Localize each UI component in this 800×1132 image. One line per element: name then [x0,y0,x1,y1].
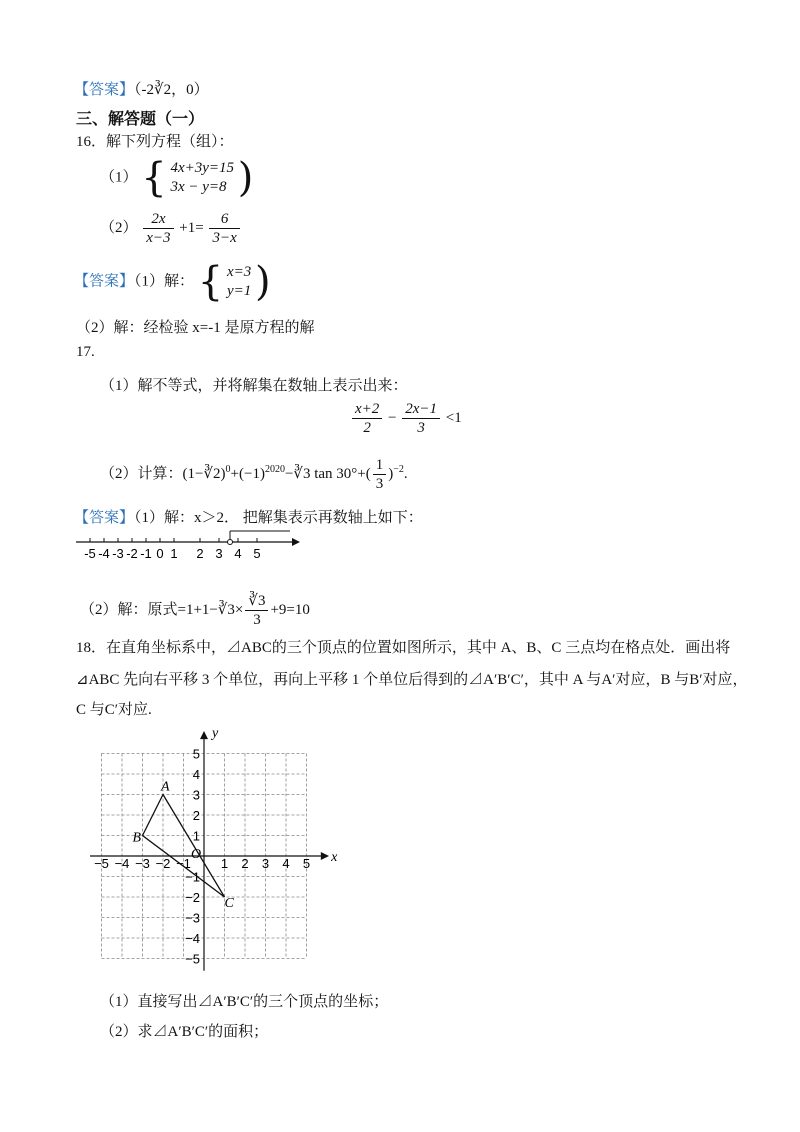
number-line [74,528,314,564]
answer-tag: 【答案】 [74,82,135,98]
frac-numerator: 1 [373,456,387,475]
answer-tag: 【答案】 [74,273,135,290]
q18-sub2: （2）求⊿A′B′C′的面积； [100,1024,269,1040]
vertex-label-a: A [161,779,170,795]
frac-numerator: x+2 [352,400,382,419]
q17-answer1 [74,506,423,527]
x-tick-label: −4 [114,856,130,871]
q17-part2 [100,456,408,493]
section-heading: 三、解答题（一） [76,111,205,128]
x-tick-label: −5 [94,856,109,871]
q16-p2-mid: +1= [179,219,204,236]
frac-denominator: 3 [253,612,261,628]
exp-0: 0 [225,463,231,475]
q16-part2 [100,210,242,247]
y-tick-label: 2 [192,808,200,823]
minus-sign: − [388,409,397,426]
frac-numerator: ∛3 [245,592,268,611]
numberline-label: 4 [234,546,242,561]
q17-p2-label: （2）计算： [100,465,183,482]
q17-part1-text: （1）解不等式，并将解集在数轴上表示出来： [100,378,408,394]
frac-denominator: 3 [417,420,425,436]
left-brace: { [197,259,224,305]
expr-d: ) [388,465,394,482]
numberline-label: 0 [156,546,164,561]
inequality-rhs: <1 [445,409,462,426]
vertex-label-c: C [224,896,234,911]
numberline-label: 5 [253,546,261,561]
numberline-label: -3 [112,546,124,561]
expr-a: (1−∛2) [182,465,226,482]
expr-end: . [403,465,408,482]
x-tick-label: −2 [155,856,171,871]
ans-eq2: y=1 [226,283,252,299]
y-tick-label: −3 [185,910,200,926]
exp-2020: 2020 [264,463,285,475]
ineq-frac-right [402,400,440,437]
y-tick-label: −5 [185,951,200,967]
ans-eq1: x=3 [226,264,252,280]
q16-p2-label: （2） [100,219,138,236]
q17-inequality [350,400,462,437]
x-tick-label: 3 [261,856,270,871]
numberline-label: 2 [196,546,204,561]
x-axis-label: x [331,850,338,865]
q17-title: 17. [76,344,95,360]
q18-line2: ⊿ABC 先向右平移 3 个单位，再向上平移 1 个单位后得到的⊿A′B′C′，其中 A 与A′对应，B 与B′对应， [76,672,748,688]
numberline-label: -4 [98,546,110,561]
y-tick-label: 5 [192,746,200,762]
q16-answer2: （2）解：经检验 x=-1 是原方程的解 [76,320,315,336]
y-tick-label: 3 [192,787,200,803]
top-answer-value: （-2∛2，0） [134,82,209,98]
exp-neg2: −2 [393,463,404,475]
q17-ans2-end: +9=10 [270,601,310,618]
y-tick-label: −1 [185,869,200,885]
q16-p1-label: （1） [100,169,138,186]
q16-frac-right [209,210,239,247]
q17-ans2-label: （2）解：原式=1+1−∛3× [80,601,244,618]
y-tick-label: −2 [185,890,200,905]
y-axis-arrow-icon [200,731,208,739]
numberline-label: -2 [126,546,138,561]
x-tick-label: 5 [302,856,311,871]
ans2-frac [245,592,268,629]
q16-title: 16．解下列方程（组）： [76,134,234,150]
q16-frac-left [143,210,173,247]
coordinate-grid [90,726,340,976]
y-axis-label: y [212,726,219,742]
frac-denominator: 3−x [212,230,237,246]
frac-numerator: 2x [143,210,173,229]
x-axis-arrow-icon [321,852,329,860]
one-third-frac [373,456,387,493]
x-tick-label: 1 [220,856,229,871]
ineq-frac-left [352,400,382,437]
q16-eq1: 4x+3y=15 [170,160,235,176]
q18-line1: 18．在直角坐标系中，⊿ABC的三个顶点的位置如图所示，其中 A、B、C 三点均在格点处．画出将 [76,640,731,656]
frac-denominator: 3 [375,476,384,492]
frac-numerator: 6 [209,210,239,229]
right-paren: ) [255,259,271,305]
numberline-label: 3 [215,546,223,561]
expr-b: +(−1) [230,465,265,482]
origin-label: O [191,847,202,862]
q17-ans1-text: （1）解：x＞2． 把解集表示再数轴上如下： [134,510,423,526]
q16-ans-system [227,263,251,301]
numberline-label: -1 [140,546,152,561]
frac-denominator: 2 [363,420,371,436]
numberline-label: -5 [84,546,96,561]
frac-denominator: x−3 [146,230,171,246]
right-paren: ) [237,155,254,201]
q18-line3: C 与C′对应. [76,702,152,718]
x-tick-label: −1 [176,856,191,871]
expr-c: −∛3 tan 30°+( [284,465,371,482]
frac-numerator: 2x−1 [402,400,440,419]
x-tick-label: 2 [241,856,249,871]
y-tick-label: 1 [192,828,200,844]
q16-eq2: 3x − y=8 [170,179,227,195]
numberline-label: 1 [170,546,178,561]
q17-answer2 [80,592,310,629]
q16-system [170,159,234,197]
vertex-label-b: B [132,830,142,846]
q16-ans1-label: （1）解： [134,273,195,290]
answer-tag: 【答案】 [74,510,135,526]
x-tick-label: 4 [282,856,290,871]
left-brace: { [141,155,167,201]
y-tick-label: −4 [185,931,200,946]
q18-sub1: （1）直接写出⊿A′B′C′的三个顶点的坐标； [100,994,389,1010]
y-tick-label: 4 [192,767,200,782]
top-answer-line [74,78,209,99]
q16-answer1 [74,259,271,305]
x-tick-label: −3 [135,856,150,871]
q16-part1 [100,155,254,201]
